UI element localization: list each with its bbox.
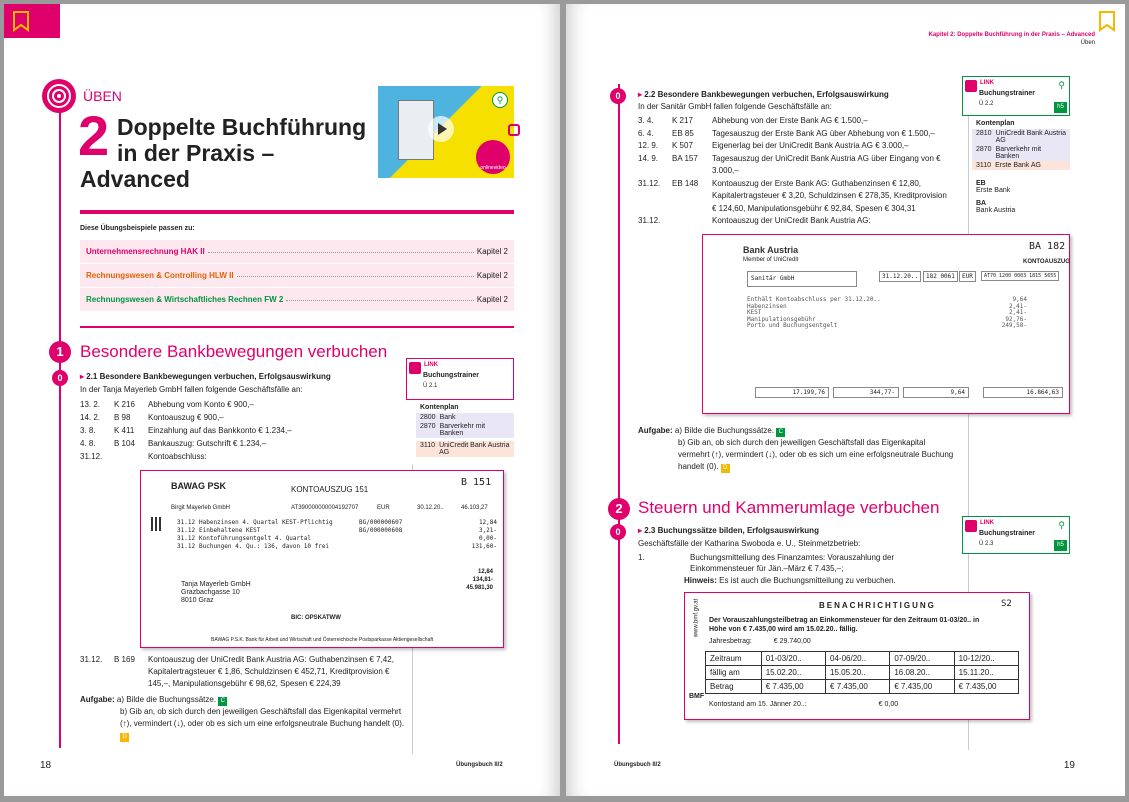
bookmark-icon[interactable] — [1096, 10, 1118, 32]
exercise-title: ▸ 2.1 Besondere Bankbewegungen verbuchen, Erfolgsauswirkung — [80, 372, 331, 381]
fits-row[interactable] — [80, 264, 514, 288]
statement-lines: Enthält Kontoabschluss per 31.12.20.. 9,64 Habenzinsen 2,41- KEST 2,41- Manipulationsgebühr 92,76- Porto und Buchungsentgelt 249,58- — [747, 296, 1027, 329]
abbreviation: EB Erste Bank — [976, 180, 1011, 194]
chapter-number: 2 — [78, 104, 110, 167]
bmf-notification-image: www.bmf.gv.at BMF BENACHRICHTIGUNG S2 Der Vorauszahlungsteilbetrag an Einkommensteuer für den Zeitraum 01-03/20.. in Höhe von € 7.435,00 wird am 15.02.20.. fällig. Jahresbetrag: € 29.740,00 Zeitraum 01-03/20.. 04-06/20.. 07-09/20.. 10-12/20.. fällig am 15.02.20.. 15.05.20.. 16.08.20.. 15.11.20.. Betrag € 7.435,00 € 7.435,00 € 7.435,00 € 7.435,00 Kontostand am 15. Jänner 20..: € 0,00 — [684, 592, 1030, 720]
book-title: Übungsbuch II/2 — [614, 762, 661, 768]
bank-logo: BAWAG PSK — [171, 481, 227, 491]
chapter-title-line2: in der Praxis – — [117, 140, 275, 166]
bookmark-icon — [10, 10, 32, 32]
exercise-intro: Geschäftsfälle der Katharina Swoboda e. U., Steinmetzbetrieb: — [638, 539, 861, 548]
transaction-row: 31.12. EB 148 Kontoauszug der Erste Bank AG: Guthabenzinsen € 12,80, Kapitalertragsteuer € 3,20, Schuldzinsen € 278,35, Kreditprovision € 124,60, Manipulationsgebühr € 92,84, Spesen € 304,31 — [638, 178, 947, 213]
video-thumbnail[interactable] — [378, 86, 514, 178]
statement-stamp: B 151 — [461, 477, 492, 488]
target-icon — [42, 79, 76, 113]
page-number: 18 — [40, 760, 52, 771]
fits-chapter: Kapitel 2 — [476, 295, 508, 304]
fits-chapter: Kapitel 2 — [476, 271, 508, 280]
bmf-schedule-table: Zeitraum 01-03/20.. 04-06/20.. 07-09/20.. 10-12/20.. fällig am 15.02.20.. 15.05.20.. 16.08.20.. 15.11.20.. Betrag € 7.435,00 € 7.435,00 € 7.435,00 € 7.435,00 — [705, 651, 1019, 694]
exercise-item: 1. Buchungsmitteilung des Finanzamtes: Vorauszahlung der Einkommensteuer für Jän.–März € 7.435,–; — [638, 553, 895, 573]
transaction-row: 13. 2. K 216 Abhebung vom Konto € 900,– — [80, 400, 254, 409]
transaction-row: 3. 8. K 411 Einzahlung auf das Bankkonto € 1.234,– — [80, 426, 292, 435]
transaction-row: 12. 9. K 507 Eigenerlag bei der UniCredit Bank Austria AG € 3.000,– — [638, 141, 909, 150]
exercise-title: ▸ 2.3 Buchungssätze bilden, Erfolgsauswirkung — [638, 526, 819, 535]
difficulty-badge: 0 — [610, 88, 626, 104]
chapter-title-line3: Advanced — [80, 166, 190, 192]
search-icon[interactable]: ⚲ — [1058, 520, 1065, 530]
kontenplan-box: Kontenplan 2810 UniCredit Bank Austria AG 2870 Barverkehr mit Banken 3110 Erste Bank AG EB Erste Bank BA Bank Austria — [972, 118, 1070, 214]
left-margin-line — [59, 94, 61, 748]
solution-d-icon[interactable]: D — [721, 464, 730, 473]
kontenplan-row: 3110 UniCredit Bank Austria AG — [416, 441, 514, 457]
exercise-title: ▸ 2.2 Besondere Bankbewegungen verbuchen, Erfolgsauswirkung — [638, 90, 889, 99]
abbreviation: BA Bank Austria — [976, 200, 1016, 214]
exercise-hint: Hinweis: Es ist auch die Buchungsmitteilung zu verbuchen. — [684, 576, 896, 585]
statement-address: Tanja Mayerleb GmbH Grazbachgasse 10 8010 Graz — [181, 581, 251, 604]
link-box-buchungstrainer[interactable]: LINK Buchungstrainer Ü 2.3 ⚲ h5 — [962, 516, 1070, 554]
fits-list — [80, 240, 514, 311]
search-icon[interactable]: ⚲ — [1058, 80, 1065, 90]
kontenplan-row: 2800 Bank — [416, 413, 514, 422]
right-margin-line — [618, 84, 620, 744]
solution-c-icon[interactable]: C — [776, 428, 785, 437]
transaction-row: 31.12. Kontoabschluss: — [80, 452, 207, 461]
level-badge: h5 — [1054, 102, 1067, 113]
link-logo-icon — [409, 362, 421, 374]
kontenplan-row: 2870 Barverkehr mit Banken — [972, 145, 1070, 161]
play-icon[interactable] — [428, 116, 454, 142]
bankaustria-statement-image: Bank Austria Member of UniCredit BA 182 KONTOAUSZUG Sanitär GmbH 31.12.20.. 182 0061 EUR AT70 1200 0003 1815 5655 Enthält Kontoabschluss per 31.12.20.. 9,64 Habenzinsen 2,41- KEST 2,41- Manipulationsgebühr 92,76- Porto und Buchungsentgelt 249,58- 17.199,76 344,77- 9,64 16.864,63 — [702, 234, 1070, 414]
statement-lines: 31.12 Habenzinsen 4. Quartal KEST-Pflichtig BG/000000607 12,84 31.12 Einbehaltene KEST BG/000000608 3,21- 31.12 Kontoführungsentgelt 4. Quartal 0,00- 31.12 Buchungen 4. Qu.: 136, davon 10 frei 131,60- — [177, 519, 497, 550]
search-icon[interactable]: ⚲ — [492, 92, 508, 108]
transaction-row: 31.12. B 169 Kontoauszug der UniCredit Bank Austria AG: Guthabenzinsen € 7,42, Kapitalertragsteuer € 1,86, Schuldzinsen € 452,71, Kreditprovision € 145,–, Manipulationsgebühr € 98,62, Spesen € 224,39 — [80, 655, 394, 688]
section-number: 1 — [49, 341, 71, 363]
link-box-buchungstrainer[interactable]: LINK Buchungstrainer Ü 2.1 — [406, 358, 514, 400]
task-block: Aufgabe: a) Bilde die Buchungssätze. C b) Gib an, ob sich durch den jeweiligen Geschäftsfall das Eigenkapital vermehrt (↑), vermindert (↓), oder ob es sich um eine erfolgsneutrale Buchung handelt (0). D — [80, 695, 405, 740]
link-logo-icon — [965, 80, 977, 92]
transaction-row: 31.12. Kontoauszug der UniCredit Bank Austria AG: — [638, 216, 871, 225]
solution-c-icon[interactable]: C — [218, 697, 227, 706]
section-title: Steuern und Kammerumlage verbuchen — [638, 498, 940, 517]
section-title: Besondere Bankbewegungen verbuchen — [80, 342, 388, 361]
kontenplan-row: 3110 Erste Bank AG — [972, 161, 1070, 170]
fits-intro: Diese Übungsbeispiele passen zu: — [80, 225, 195, 232]
exercise-intro: In der Sanitär GmbH fallen folgende Geschäftsfälle an: — [638, 102, 832, 111]
running-header: Kapitel 2: Doppelte Buchführung in der Praxis – Advanced — [928, 32, 1095, 38]
right-page — [566, 4, 1125, 796]
difficulty-badge: 0 — [610, 524, 626, 540]
fits-book-name: Rechnungswesen & Controlling HLW II — [86, 271, 234, 280]
fits-divider — [80, 326, 514, 328]
fits-chapter: Kapitel 2 — [476, 247, 508, 256]
transaction-row: 6. 4. EB 85 Tagesauszug der Erste Bank AG über Abhebung von € 1.500,– — [638, 128, 935, 138]
fits-row[interactable] — [80, 288, 514, 311]
video-cast-icon[interactable] — [508, 124, 520, 136]
exercise-intro: In der Tanja Mayerleb GmbH fallen folgende Geschäftsfälle an: — [80, 385, 303, 394]
book-title: Übungsbuch II/2 — [456, 762, 503, 768]
link-box-buchungstrainer[interactable]: LINK Buchungstrainer Ü 2.2 ⚲ h5 — [962, 76, 1070, 116]
statement-title: KONTOAUSZUG 151 — [291, 485, 369, 494]
bank-logo: Bank Austria — [743, 245, 799, 255]
transaction-row: 14. 9. BA 157 Tagesauszug der UniCredit Bank Austria AG über Eingang von € 3.000,– — [638, 153, 941, 175]
title-divider — [80, 210, 514, 214]
transactions-list — [80, 398, 292, 463]
solution-d-icon[interactable]: D — [120, 733, 129, 742]
fits-book-name: Unternehmensrechnung HAK II — [86, 247, 205, 256]
transactions-list — [638, 115, 948, 228]
onlinevideo-badge: onlinevideo — [476, 140, 510, 174]
transaction-row: 14. 2. B 98 Kontoauszug € 900,– — [80, 413, 224, 422]
fits-row[interactable] — [80, 240, 514, 264]
difficulty-badge: 0 — [52, 370, 68, 386]
page-number: 19 — [1063, 760, 1075, 771]
section-number: 2 — [608, 498, 630, 520]
kontenplan-row: 2870 Barverkehr mit Banken — [416, 422, 514, 438]
kontenplan-box: Kontenplan 2800 Bank 2870 Barverkehr mit Banken 3110 UniCredit Bank Austria AG — [416, 402, 514, 457]
running-header-sub: Üben — [1080, 40, 1095, 46]
task-block: Aufgabe: a) Bilde die Buchungssätze. C b) Gib an, ob sich durch den jeweiligen Geschäftsfall das Eigenkapital vermehrt (↑), vermindert (↓), oder ob es sich um eine erfolgsneutrale Buchung handelt (0). D — [638, 426, 954, 471]
left-page — [4, 4, 560, 796]
transaction-row: 4. 8. B 104 Bankauszug: Gutschrift € 1.234,– — [80, 439, 267, 448]
bookmark-button-left[interactable] — [4, 4, 60, 38]
chapter-title-line1: Doppelte Buchführung — [117, 114, 367, 140]
kontenplan-row: 2810 UniCredit Bank Austria AG — [972, 129, 1070, 145]
link-logo-icon — [965, 520, 977, 532]
statement-stamp: BA 182 — [1029, 241, 1066, 252]
bawag-statement-image: BAWAG PSK KONTOAUSZUG 151 B 151 Birgit Mayerleb GmbH AT390000000004192707 EUR 30.12.20.. 46.103,27 31.12 Habenzinsen 4. Quartal KEST-Pflichtig BG/000000607 12,84 31.12 Einbehaltene KEST BG/000000608 3,21- 31.12 Kontoführungsentgelt 4. Quartal 0,00- 31.12 Buchungen 4. Qu.: 136, davon 10 frei 131,60- Tanja Mayerleb GmbH Grazbachgasse 10 8010 Graz 12,84 134,81- 45.981,30 BIC: OPSKATWW BAWAG P.S.K. Bank für Arbeit und Wirtschaft und Österreichische Postsparkasse Aktiengesellschaft — [140, 470, 504, 648]
section-tag: ÜBEN — [83, 88, 122, 104]
level-badge: h5 — [1054, 540, 1067, 551]
fits-book-name: Rechnungswesen & Wirtschaftliches Rechnen FW 2 — [86, 295, 284, 304]
transaction-row: 3. 4. K 217 Abhebung von der Erste Bank AG € 1.500,– — [638, 116, 868, 125]
qr-code — [151, 517, 163, 531]
